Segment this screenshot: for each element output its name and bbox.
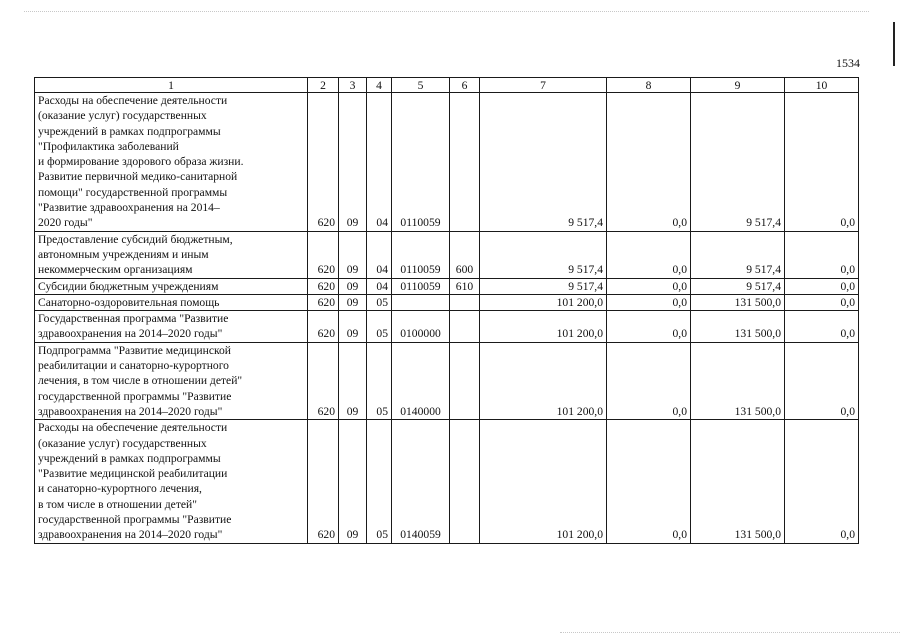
subsection-code: 04 <box>367 231 392 278</box>
amount-col8: 0,0 <box>607 93 691 232</box>
section-code: 09 <box>339 278 367 294</box>
expense-type-code: 610 <box>450 278 480 294</box>
expense-type-code <box>450 93 480 232</box>
target-article-code <box>392 294 450 310</box>
ministry-code: 620 <box>308 231 339 278</box>
column-header: 7 <box>480 78 607 93</box>
target-article-code: 0140059 <box>392 420 450 543</box>
amount-col10: 0,0 <box>785 420 859 543</box>
table-row <box>35 420 859 543</box>
expense-name: Субсидии бюджетным учреждениям <box>35 278 308 294</box>
table-header-row <box>35 78 859 93</box>
amount-col8: 0,0 <box>607 294 691 310</box>
target-article-code: 0110059 <box>392 93 450 232</box>
amount-col9: 131 500,0 <box>691 342 785 419</box>
expense-name: Предоставление субсидий бюджетным, автономным учреждениям и иным некоммерческим организациям <box>35 231 308 278</box>
expense-name: Расходы на обеспечение деятельности (оказание услуг) государственных учреждений в рамках подпрограммы "Развитие медицинской реабилитации и санаторно-курортного лечения, в том числе в отношении детей" государственной программы "Развитие здравоохранения на 2014–2020 годы" <box>35 420 308 543</box>
column-header: 4 <box>367 78 392 93</box>
expense-name: Государственная программа "Развитие здравоохранения на 2014–2020 годы" <box>35 311 308 343</box>
table-row <box>35 231 859 278</box>
section-code: 09 <box>339 93 367 232</box>
table-row <box>35 342 859 419</box>
expense-type-code <box>450 342 480 419</box>
section-code: 09 <box>339 231 367 278</box>
amount-col8: 0,0 <box>607 420 691 543</box>
subsection-code: 04 <box>367 278 392 294</box>
amount-col9: 131 500,0 <box>691 420 785 543</box>
column-header: 2 <box>308 78 339 93</box>
amount-col10: 0,0 <box>785 311 859 343</box>
amount-col10: 0,0 <box>785 342 859 419</box>
subsection-code: 05 <box>367 420 392 543</box>
amount-col7: 9 517,4 <box>480 278 607 294</box>
column-header: 3 <box>339 78 367 93</box>
ministry-code: 620 <box>308 311 339 343</box>
amount-col8: 0,0 <box>607 311 691 343</box>
page-number: 1534 <box>836 56 860 70</box>
column-header: 8 <box>607 78 691 93</box>
expense-name: Санаторно-оздоровительная помощь <box>35 294 308 310</box>
table-row <box>35 294 859 310</box>
column-header: 5 <box>392 78 450 93</box>
section-code: 09 <box>339 342 367 419</box>
target-article-code: 0110059 <box>392 278 450 294</box>
subsection-code: 05 <box>367 342 392 419</box>
ministry-code: 620 <box>308 294 339 310</box>
expense-type-code <box>450 294 480 310</box>
subsection-code: 05 <box>367 311 392 343</box>
column-header: 9 <box>691 78 785 93</box>
table-row <box>35 311 859 343</box>
amount-col10: 0,0 <box>785 294 859 310</box>
scan-edge-mark <box>893 22 895 66</box>
target-article-code: 0140000 <box>392 342 450 419</box>
section-code: 09 <box>339 294 367 310</box>
table-row <box>35 93 859 232</box>
amount-col9: 131 500,0 <box>691 294 785 310</box>
amount-col7: 9 517,4 <box>480 93 607 232</box>
expense-type-code: 600 <box>450 231 480 278</box>
amount-col7: 101 200,0 <box>480 311 607 343</box>
ministry-code: 620 <box>308 342 339 419</box>
amount-col8: 0,0 <box>607 231 691 278</box>
expense-type-code <box>450 420 480 543</box>
amount-col9: 9 517,4 <box>691 93 785 232</box>
amount-col8: 0,0 <box>607 278 691 294</box>
amount-col7: 101 200,0 <box>480 342 607 419</box>
amount-col7: 101 200,0 <box>480 420 607 543</box>
expense-name: Расходы на обеспечение деятельности (оказание услуг) государственных учреждений в рамках подпрограммы "Профилактика заболеваний и формирование здорового образа жизни. Развитие первичной медико-санитарной помощи" государственной программы "Развитие здравоохранения на 2014– 2020 годы" <box>35 93 308 232</box>
subsection-code: 05 <box>367 294 392 310</box>
column-header: 1 <box>35 78 308 93</box>
subsection-code: 04 <box>367 93 392 232</box>
amount-col10: 0,0 <box>785 278 859 294</box>
scan-artifact-top <box>24 11 869 12</box>
ministry-code: 620 <box>308 278 339 294</box>
section-code: 09 <box>339 311 367 343</box>
amount-col8: 0,0 <box>607 342 691 419</box>
amount-col7: 101 200,0 <box>480 294 607 310</box>
amount-col10: 0,0 <box>785 231 859 278</box>
scan-artifact-bottom <box>560 632 900 633</box>
amount-col9: 9 517,4 <box>691 278 785 294</box>
section-code: 09 <box>339 420 367 543</box>
amount-col9: 131 500,0 <box>691 311 785 343</box>
amount-col7: 9 517,4 <box>480 231 607 278</box>
budget-table <box>34 77 859 544</box>
target-article-code: 0100000 <box>392 311 450 343</box>
table-row <box>35 278 859 294</box>
column-header: 10 <box>785 78 859 93</box>
target-article-code: 0110059 <box>392 231 450 278</box>
expense-name: Подпрограмма "Развитие медицинской реабилитации и санаторно-курортного лечения, в том числе в отношении детей" государственной программы "Развитие здравоохранения на 2014–2020 годы" <box>35 342 308 419</box>
column-header: 6 <box>450 78 480 93</box>
ministry-code: 620 <box>308 420 339 543</box>
ministry-code: 620 <box>308 93 339 232</box>
amount-col10: 0,0 <box>785 93 859 232</box>
amount-col9: 9 517,4 <box>691 231 785 278</box>
expense-type-code <box>450 311 480 343</box>
